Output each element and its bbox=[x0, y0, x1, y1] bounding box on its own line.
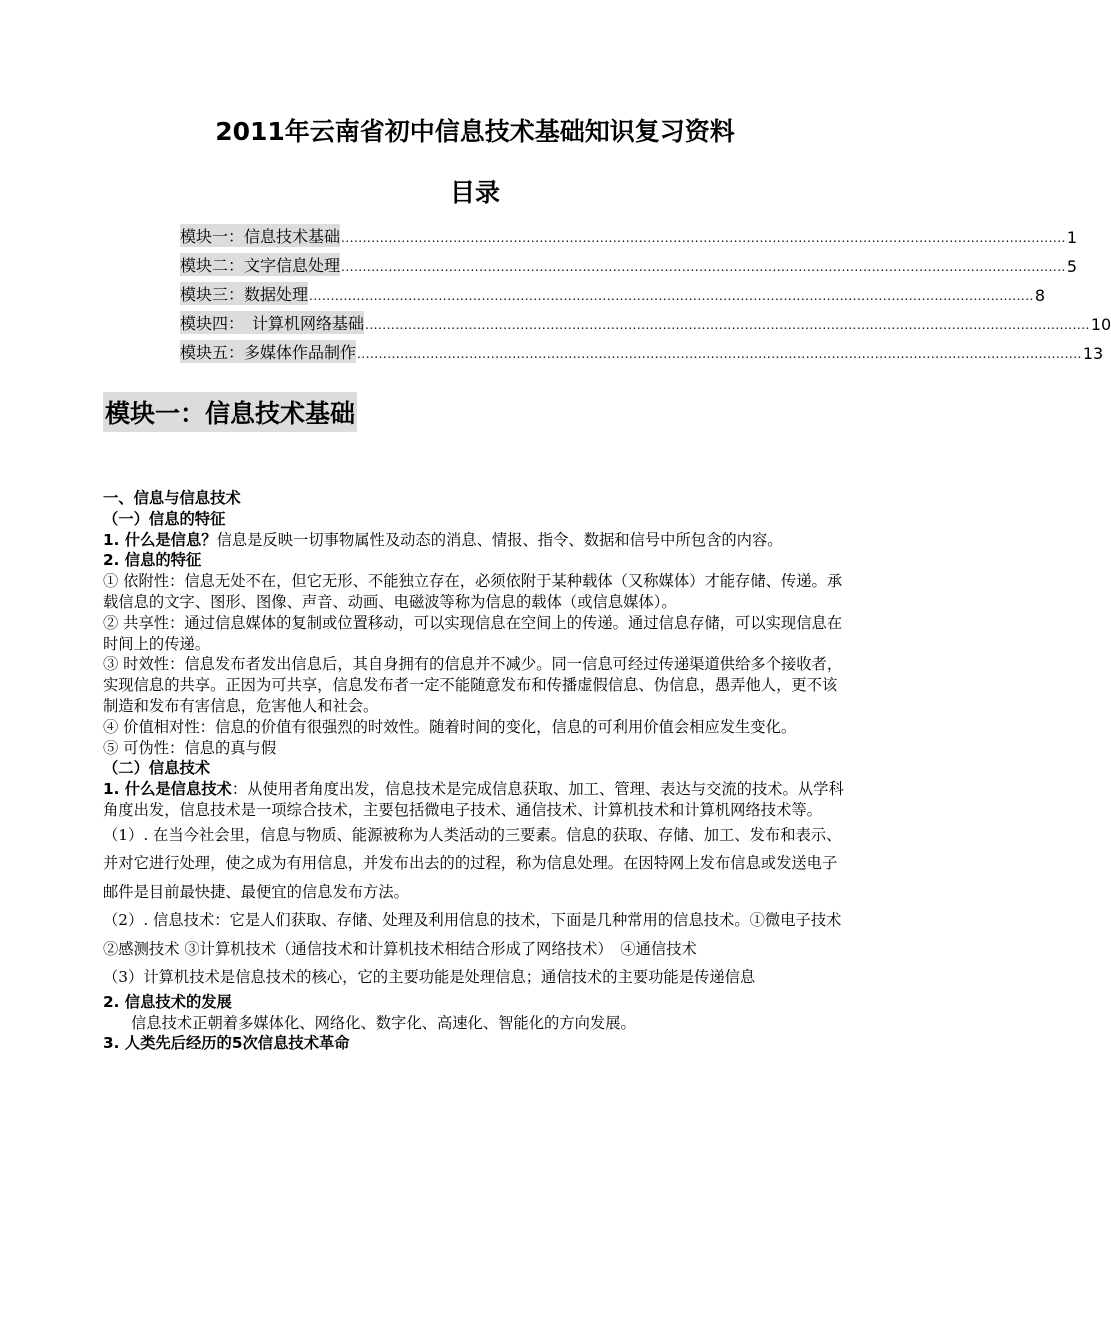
table-of-contents bbox=[180, 218, 1111, 363]
toc-entry[interactable] bbox=[180, 218, 1078, 247]
toc-leader-dots: ........................................................................................................................................................................ bbox=[341, 260, 1066, 274]
paragraph: ⑤ 可伪性：信息的真与假 bbox=[103, 738, 277, 757]
toc-entry[interactable] bbox=[180, 247, 1078, 276]
paragraph: （2）. 信息技术：它是人们获取、存储、处理及利用信息的技术，下面是几种常用的信息技术。①微电子技术 ②感测技术 ③计算机技术（通信技术和计算机技术相结合形成了网络技术） ④通信技术 bbox=[103, 911, 842, 958]
question-text: ：从使用者角度出发，信息技术是完成信息获取、加工、管理、表达与交流的技术。从学科角度出发，信息技术是一项综合技术，主要包括微电子技术、通信技术、计算机技术和计算机网络技术等。 bbox=[103, 780, 844, 819]
paragraph: ③ 时效性：信息发布者发出信息后，其自身拥有的信息并不减少。同一信息可经过传递渠道供给多个接收者，实现信息的共享。正因为可共享，信息发布者一定不能随意发布和传播虚假信息、伪信息，愚弄他人，更不该制造和发布有害信息，危害他人和社会。 bbox=[103, 655, 843, 715]
module-heading: 模块一：信息技术基础 bbox=[103, 392, 357, 432]
toc-entry[interactable] bbox=[180, 305, 1111, 334]
paragraph: ④ 价值相对性：信息的价值有很强烈的时效性。随着时间的变化，信息的可利用价值会相应发生变化。 bbox=[103, 717, 797, 736]
toc-entry-label: 模块五：多媒体作品制作 bbox=[180, 340, 356, 363]
toc-entry[interactable] bbox=[180, 334, 1104, 363]
toc-entry-page: 10 bbox=[1090, 315, 1111, 334]
toc-leader-dots: ........................................................................................................................................................................ bbox=[357, 347, 1082, 361]
section-heading: 一、信息与信息技术 bbox=[103, 489, 241, 507]
toc-leader-dots: ........................................................................................................................................................................ bbox=[341, 231, 1066, 245]
paragraph: 信息技术正朝着多媒体化、网络化、数字化、高速化、智能化的方向发展。 bbox=[131, 1013, 636, 1032]
toc-entry[interactable] bbox=[180, 276, 1046, 305]
subsection-heading: （一）信息的特征 bbox=[103, 509, 226, 528]
toc-heading: 目录 bbox=[449, 178, 500, 207]
toc-leader-dots: ........................................................................................................................................................................ bbox=[309, 289, 1034, 303]
toc-leader-dots: ........................................................................................................................................................................ bbox=[365, 318, 1090, 332]
paragraph bbox=[103, 530, 848, 551]
paragraph: （3）计算机技术是信息技术的核心，它的主要功能是处理信息；通信技术的主要功能是传递信息 bbox=[103, 968, 756, 987]
item-heading: 2. 信息技术的发展 bbox=[103, 992, 232, 1011]
toc-entry-page: 5 bbox=[1066, 257, 1078, 276]
item-heading: 2. 信息的特征 bbox=[103, 551, 202, 570]
item-heading: 3. 人类先后经历的5次信息技术革命 bbox=[103, 1034, 350, 1053]
question-label: 1. 什么是信息？ bbox=[103, 530, 217, 549]
toc-entry-label: 模块三：数据处理 bbox=[180, 282, 308, 305]
toc-entry-page: 1 bbox=[1066, 228, 1078, 247]
paragraph: （1）. 在当今社会里，信息与物质、能源被称为人类活动的三要素。信息的获取、存储、加工、发布和表示、并对它进行处理，使之成为有用信息，并发布出去的的过程，称为信息处理。在因特网上发布信息或发送电子邮件是目前最快捷、最便宜的信息发布方法。 bbox=[103, 825, 842, 901]
subsection-heading: （二）信息技术 bbox=[103, 759, 211, 778]
document-body bbox=[103, 488, 848, 1054]
toc-entry-label: 模块二：文字信息处理 bbox=[180, 253, 340, 276]
toc-entry-label: 模块一：信息技术基础 bbox=[180, 224, 340, 247]
paragraph bbox=[103, 779, 848, 821]
question-text: 信息是反映一切事物属性及动态的消息、情报、指令、数据和信号中所包含的内容。 bbox=[216, 530, 783, 549]
document-title: 2011年云南省初中信息技术基础知识复习资料 bbox=[215, 117, 735, 146]
paragraph: ② 共享性：通过信息媒体的复制或位置移动，可以实现信息在空间上的传递。通过信息存储，可以实现信息在时间上的传递。 bbox=[103, 613, 843, 653]
toc-entry-label: 模块四： 计算机网络基础 bbox=[180, 311, 364, 334]
toc-entry-page: 13 bbox=[1082, 344, 1104, 363]
toc-entry-page: 8 bbox=[1034, 286, 1046, 305]
question-label: 1. 什么是信息技术 bbox=[103, 780, 232, 799]
paragraph: ① 依附性：信息无处不在，但它无形、不能独立存在，必须依附于某种载体（又称媒体）才能存储、传递。承载信息的文字、图形、图像、声音、动画、电磁波等称为信息的载体（或信息媒体）。 bbox=[103, 572, 843, 611]
